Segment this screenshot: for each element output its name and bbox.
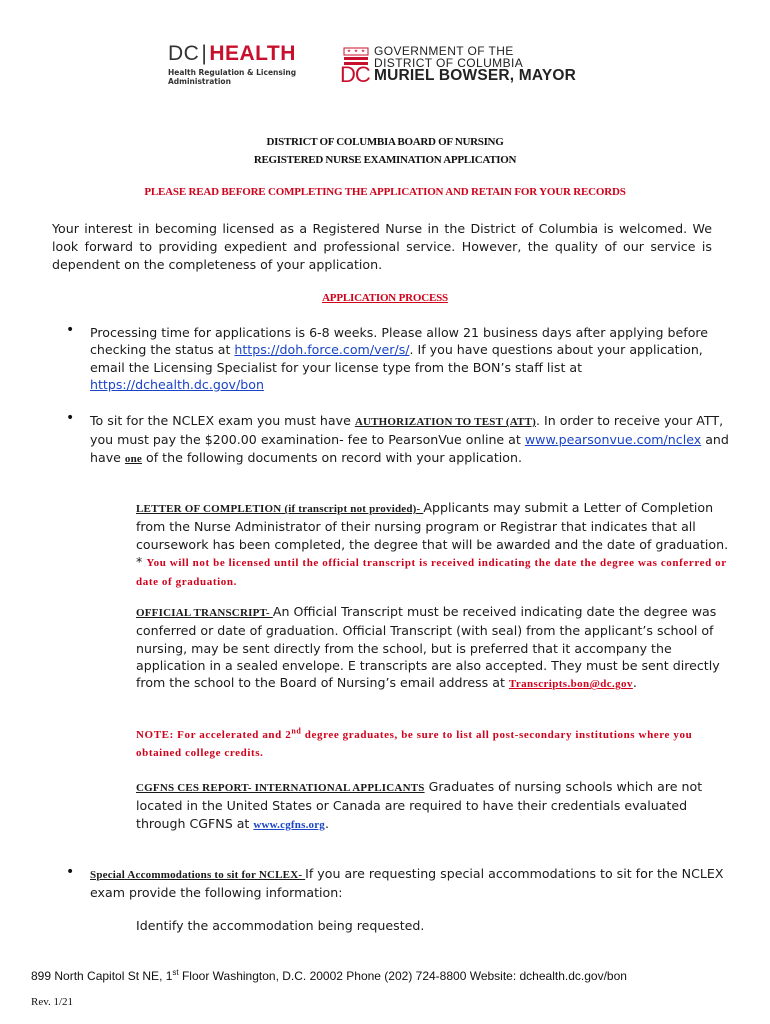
gov-line2: DISTRICT OF COLUMBIA bbox=[374, 56, 524, 70]
att-text-b: . In order to receive your ATT, you must pay the $200.00 examination- fee to PearsonVue online at bbox=[90, 413, 724, 448]
bullet-icon: • bbox=[66, 864, 75, 880]
one-emphasis: one bbox=[124, 452, 143, 465]
letter-of-completion-heading: LETTER OF COMPLETION (if transcript not provided)- bbox=[136, 503, 424, 515]
letter-of-completion-text: Applicants may submit a Letter of Completion from the Nurse Administrator of their nursing program or Registrar that indicates that all coursework has been completed, the degree that will be awarded and the date of graduation. * bbox=[136, 500, 729, 569]
dc-health-logo bbox=[168, 42, 296, 86]
dc-mark: DC bbox=[340, 62, 370, 87]
cgfns-heading: CGFNS CES REPORT- INTERNATIONAL APPLICANTS bbox=[136, 782, 425, 794]
processing-text-b: . If you have questions about your application, email the Licensing Specialist for your license type from the BON’s staff list at bbox=[90, 342, 703, 375]
document-title-line1: DISTRICT OF COLUMBIA BOARD OF NURSING bbox=[266, 136, 504, 148]
intro-paragraph: Your interest in becoming licensed as a Registered Nurse in the District of Columbia is welcomed. We look forward to providing expedient and professional service. However, the quality of our service is dependent on the completeness of your application. bbox=[52, 221, 712, 272]
att-text-a: To sit for the NCLEX exam you must have bbox=[90, 413, 355, 428]
health-text: HEALTH bbox=[209, 42, 296, 65]
processing-text-a: Processing time for applications is 6-8 weeks. Please allow 21 business days after applying before checking the status at bbox=[90, 325, 709, 358]
att-paragraph bbox=[90, 412, 730, 468]
header-logos bbox=[0, 40, 770, 90]
bullet-icon: • bbox=[66, 410, 75, 426]
special-accommodations-paragraph bbox=[90, 865, 730, 902]
subtitle-line2: Administration bbox=[168, 77, 231, 86]
dc-health-wordmark bbox=[168, 42, 296, 66]
separator: | bbox=[201, 42, 208, 65]
cgfns-section bbox=[136, 778, 732, 834]
processing-time-paragraph bbox=[90, 324, 730, 393]
official-transcript-section bbox=[136, 603, 732, 693]
cgfns-text: Graduates of nursing schools which are not located in the United States or Canada are required to have their credentials evaluated through CGFNS at bbox=[136, 779, 703, 831]
period: . bbox=[325, 815, 330, 831]
licensing-warning: You will not be licensed until the official transcript is received indicating the date the degree was conferred or date of graduation. bbox=[136, 556, 727, 589]
footer-superscript: st bbox=[172, 968, 179, 977]
att-text-c: and have bbox=[90, 432, 729, 465]
att-label: AUTHORIZATION TO TEST (ATT) bbox=[354, 416, 536, 428]
gov-mayor: MURIEL BOWSER, MAYOR bbox=[374, 67, 577, 84]
read-before-warning: PLEASE READ BEFORE COMPLETING THE APPLICATION AND RETAIN FOR YOUR RECORDS bbox=[144, 186, 626, 198]
application-process-heading: APPLICATION PROCESS bbox=[322, 292, 448, 304]
cgfns-link[interactable]: www.cgfns.org bbox=[253, 818, 326, 831]
status-check-link[interactable]: https://doh.force.com/ver/s/ bbox=[234, 342, 410, 358]
identify-accommodation: Identify the accommodation being requested. bbox=[136, 918, 425, 933]
footer-text-b: Floor Washington, D.C. 20002 Phone (202) 724-8800 Website: dchealth.dc.gov/bon bbox=[178, 969, 627, 983]
footer-text-a: 899 North Capitol St NE, 1 bbox=[31, 969, 173, 983]
bon-staff-link[interactable]: https://dchealth.dc.gov/bon bbox=[90, 376, 264, 392]
subtitle-line1: Health Regulation & Licensing bbox=[168, 68, 297, 77]
note-text-b: degree graduates, be sure to list all post-secondary institutions where you obtained college credits. bbox=[136, 729, 693, 759]
gov-line1: GOVERNMENT OF THE bbox=[374, 44, 514, 58]
special-accommodations-text: If you are requesting special accommodations to sit for the NCLEX exam provide the following information: bbox=[90, 866, 724, 901]
note-text-a: NOTE: For accelerated and 2 bbox=[136, 729, 292, 741]
footer-address bbox=[31, 969, 627, 983]
pearsonvue-link[interactable]: www.pearsonvue.com/nclex bbox=[524, 432, 702, 448]
note-superscript: nd bbox=[291, 726, 302, 736]
dc-health-subtitle bbox=[168, 68, 296, 86]
att-text-d: of the following documents on record with your application. bbox=[142, 449, 522, 465]
letter-of-completion-section bbox=[136, 499, 732, 591]
official-transcript-text: An Official Transcript must be received indicating date the degree was conferred or date of graduation. Official Transcript (with seal) from the applicant’s school of nursing, may be sent directly from the school, but is preferred that it accompany the application in a sealed envelope. E transcripts are also accepted. They must be sent directly from the school to the Board of Nursing’s email address at bbox=[136, 604, 720, 691]
period: . bbox=[632, 675, 637, 691]
note-section bbox=[136, 726, 732, 762]
dc-text: DC bbox=[168, 42, 200, 65]
special-accommodations-heading: Special Accommodations to sit for NCLEX- bbox=[90, 869, 306, 881]
document-title-line2: REGISTERED NURSE EXAMINATION APPLICATION bbox=[253, 154, 517, 166]
transcripts-email-link[interactable]: Transcripts.bon@dc.gov bbox=[508, 678, 633, 691]
revision-label: Rev. 1/21 bbox=[31, 996, 74, 1008]
official-transcript-heading: OFFICIAL TRANSCRIPT- bbox=[136, 607, 273, 619]
government-logo bbox=[340, 42, 610, 86]
bullet-icon: • bbox=[66, 322, 75, 338]
